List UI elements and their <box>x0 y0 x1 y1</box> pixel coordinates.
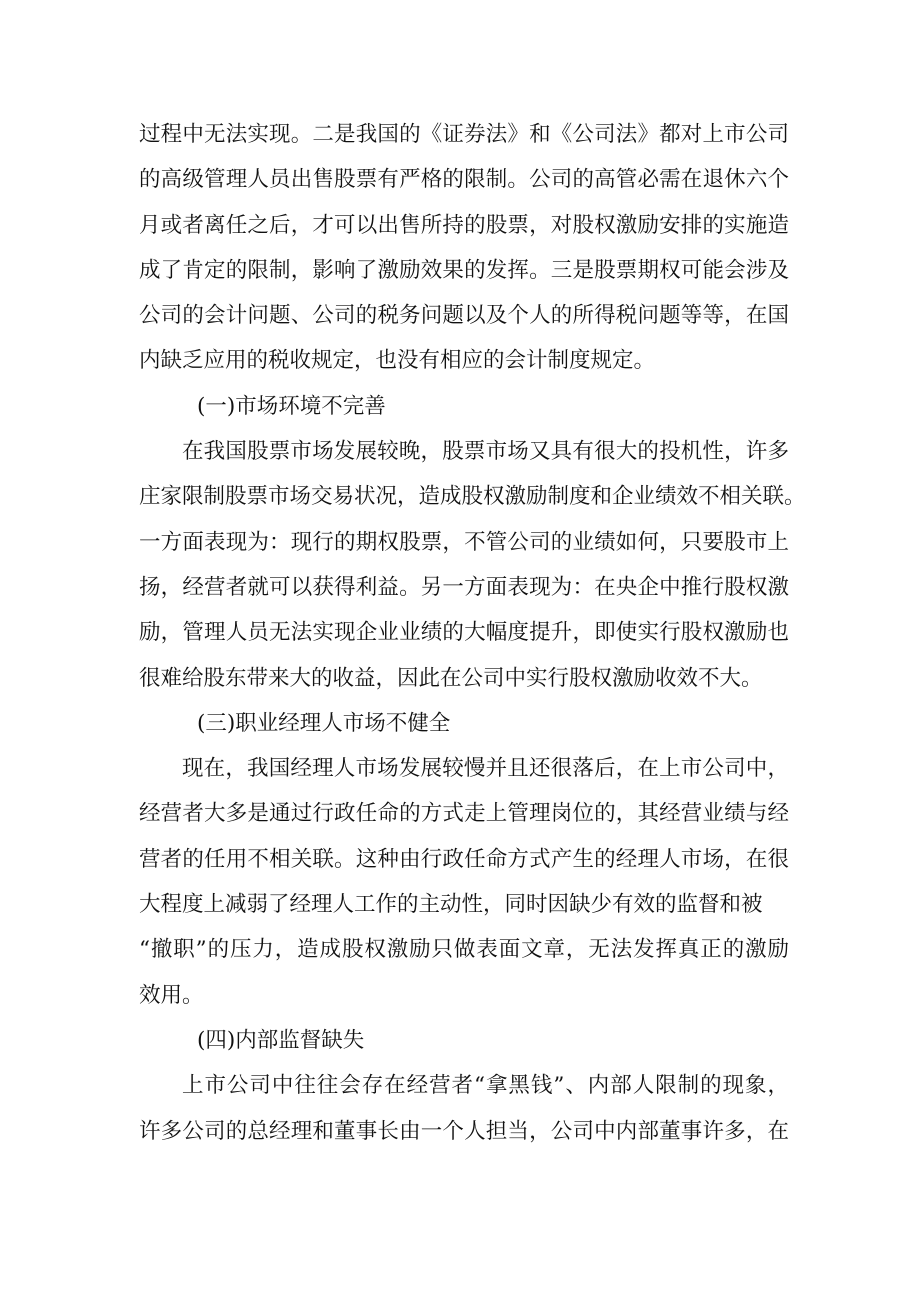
paragraph <box>139 429 806 701</box>
text-line: 庄家限制股票市场交易状况，造成股权激励制度和企业绩效不相关联。 <box>139 484 806 510</box>
paragraph <box>139 112 789 384</box>
text-line: 成了肯定的限制，影响了激励效果的发挥。三是股票期权可能会涉及 <box>139 257 789 283</box>
text-line: 现在，我国经理人市场发展较慢并且还很落后，在上市公司中， <box>182 756 789 782</box>
text-line: 内缺乏应用的税收规定，也没有相应的会计制度规定。 <box>139 348 656 374</box>
section-heading: (三)职业经理人市场不健全 <box>197 710 451 736</box>
section-heading: (一)市场环境不完善 <box>197 393 386 419</box>
text-line: 大程度上减弱了经理人工作的主动性，同时因缺少有效的监督和被 <box>139 892 763 918</box>
section-heading: (四)内部监督缺失 <box>197 1027 365 1053</box>
text-line: 经营者大多是通过行政任命的方式走上管理岗位的，其经营业绩与经 <box>139 801 789 827</box>
text-line: 一方面表现为：现行的期权股票，不管公司的业绩如何，只要股市上 <box>139 529 789 555</box>
text-line: 效用。 <box>139 982 204 1008</box>
text-line: 许多公司的总经理和董事长由一个人担当，公司中内部董事许多，在 <box>139 1118 789 1144</box>
text-line: 月或者离任之后，才可以出售所持的股票，对股权激励安排的实施造 <box>139 212 789 238</box>
text-line: “撤职”的压力，造成股权激励只做表面文章，无法发挥真正的激励 <box>139 937 789 963</box>
text-line: 扬，经营者就可以获得利益。另一方面表现为：在央企中推行股权激 <box>139 574 789 600</box>
text-line: 励，管理人员无法实现企业业绩的大幅度提升，即使实行股权激励也 <box>139 620 789 646</box>
text-line: 营者的任用不相关联。这种由行政任命方式产生的经理人市场，在很 <box>139 846 789 872</box>
text-line: 在我国股票市场发展较晚，股票市场又具有很大的投机性，许多 <box>182 439 789 465</box>
paragraph <box>139 746 789 1018</box>
text-line: 公司的会计问题、公司的税务问题以及个人的所得税问题等等，在国 <box>139 303 789 329</box>
document-body <box>139 112 806 1154</box>
text-line: 很难给股东带来大的收益，因此在公司中实行股权激励收效不大。 <box>139 665 763 691</box>
paragraph <box>139 1063 789 1154</box>
text-line: 上市公司中往往会存在经营者“拿黑钱”、内部人限制的现象， <box>182 1073 789 1099</box>
text-line: 过程中无法实现。二是我国的《证券法》和《公司法》都对上市公司 <box>139 122 789 147</box>
text-line: 的高级管理人员出售股票有严格的限制。公司的高管必需在退休六个 <box>139 167 789 193</box>
